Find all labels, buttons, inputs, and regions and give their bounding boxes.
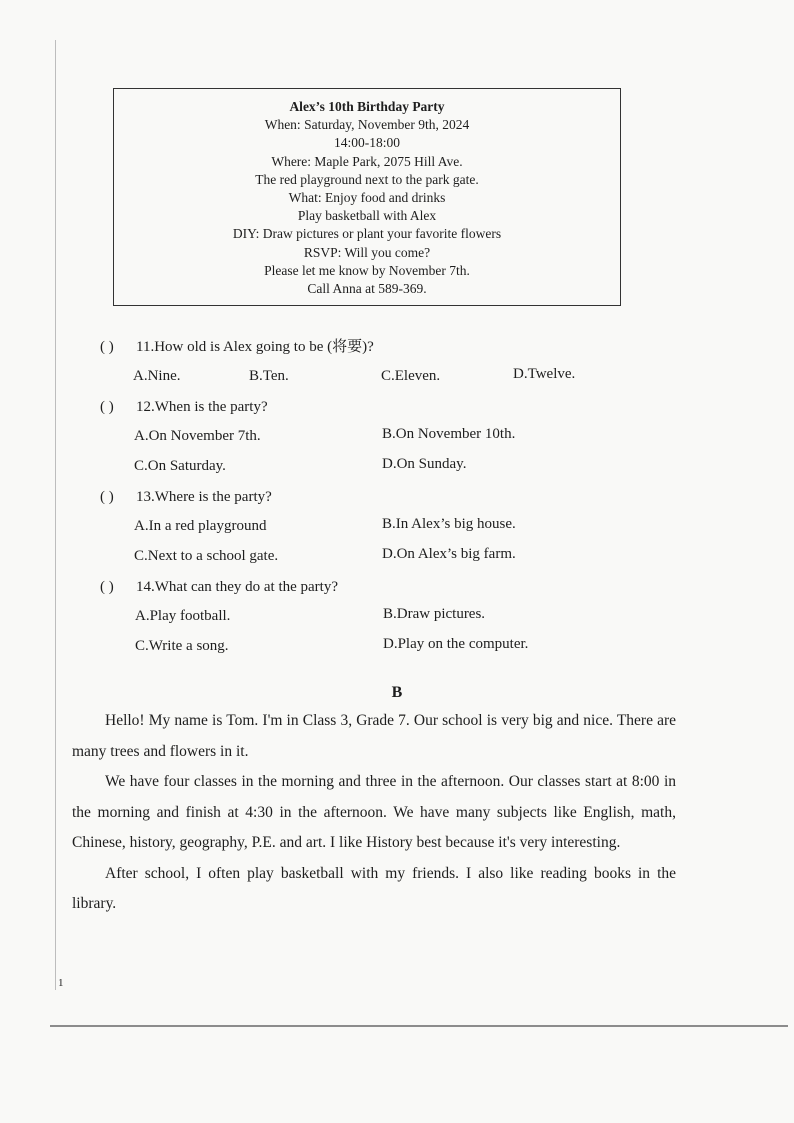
option-c: C.Write a song. [135, 638, 229, 654]
option-a: A.On November 7th. [134, 428, 261, 444]
passage-paragraph: After school, I often play basketball with my friends. I also like reading books in the library. [72, 864, 676, 912]
option-d: D.Play on the computer. [383, 636, 529, 652]
question-14 [100, 578, 338, 596]
page-number: 1 [58, 977, 64, 989]
answer-blank[interactable]: ( ) [100, 339, 114, 355]
option-b: B.Ten. [249, 368, 289, 384]
question-12 [100, 398, 268, 416]
party-notice-box [113, 88, 621, 306]
question-text: 13.Where is the party? [136, 489, 272, 505]
notice-line-deadline: Please let me know by November 7th. [264, 262, 470, 278]
section-heading: B [391, 684, 403, 701]
option-a: A.Nine. [133, 368, 181, 384]
option-d: D.On Alex’s big farm. [382, 546, 516, 562]
notice-line-diy: DIY: Draw pictures or plant your favorite flowers [232, 226, 502, 242]
bottom-divider [50, 1025, 788, 1027]
notice-line-time: 14:00-18:00 [334, 135, 400, 151]
notice-title: Alex’s 10th Birthday Party [289, 99, 445, 114]
option-c: C.Next to a school gate. [134, 548, 279, 564]
notice-line-rsvp: RSVP: Will you come? [303, 244, 431, 260]
passage-paragraph: We have four classes in the morning and three in the afternoon. Our classes start at 8:00 in the morning and finish at 4:30 in the afternoon. We have many subjects like English, math, Chinese, history, geography, P.E. and art. I like History best because it's very interesting. [72, 773, 676, 851]
notice-line-contact: Call Anna at 589-369. [307, 281, 427, 297]
option-d: D.On Sunday. [382, 456, 467, 472]
reading-passage [72, 706, 676, 920]
notice-line-activity: Play basketball with Alex [297, 208, 437, 224]
option-b: B.Draw pictures. [383, 606, 486, 622]
option-a: A.In a red playground [134, 518, 267, 534]
notice-line-when: When: Saturday, November 9th, 2024 [264, 117, 470, 133]
question-text: 11.How old is Alex going to be (将要)? [136, 339, 374, 355]
question-11 [100, 338, 374, 356]
option-a: A.Play football. [135, 608, 231, 624]
left-margin-line [55, 40, 56, 990]
notice-line-where: Where: Maple Park, 2075 Hill Ave. [271, 153, 463, 169]
notice-line-what: What: Enjoy food and drinks [288, 190, 446, 206]
answer-blank[interactable]: ( ) [100, 399, 114, 415]
option-d: D.Twelve. [513, 366, 576, 382]
option-b: B.On November 10th. [382, 426, 516, 442]
option-b: B.In Alex’s big house. [382, 516, 516, 532]
passage-paragraph: Hello! My name is Tom. I'm in Class 3, Grade 7. Our school is very big and nice. There are many trees and flowers in it. [72, 712, 676, 760]
option-c: C.On Saturday. [134, 458, 226, 474]
question-text: 14.What can they do at the party? [136, 579, 339, 595]
notice-line-location-detail: The red playground next to the park gate. [255, 171, 479, 187]
answer-blank[interactable]: ( ) [100, 579, 114, 595]
option-c: C.Eleven. [381, 368, 441, 384]
question-13 [100, 488, 272, 506]
answer-blank[interactable]: ( ) [100, 489, 114, 505]
question-text: 12.When is the party? [136, 399, 268, 415]
